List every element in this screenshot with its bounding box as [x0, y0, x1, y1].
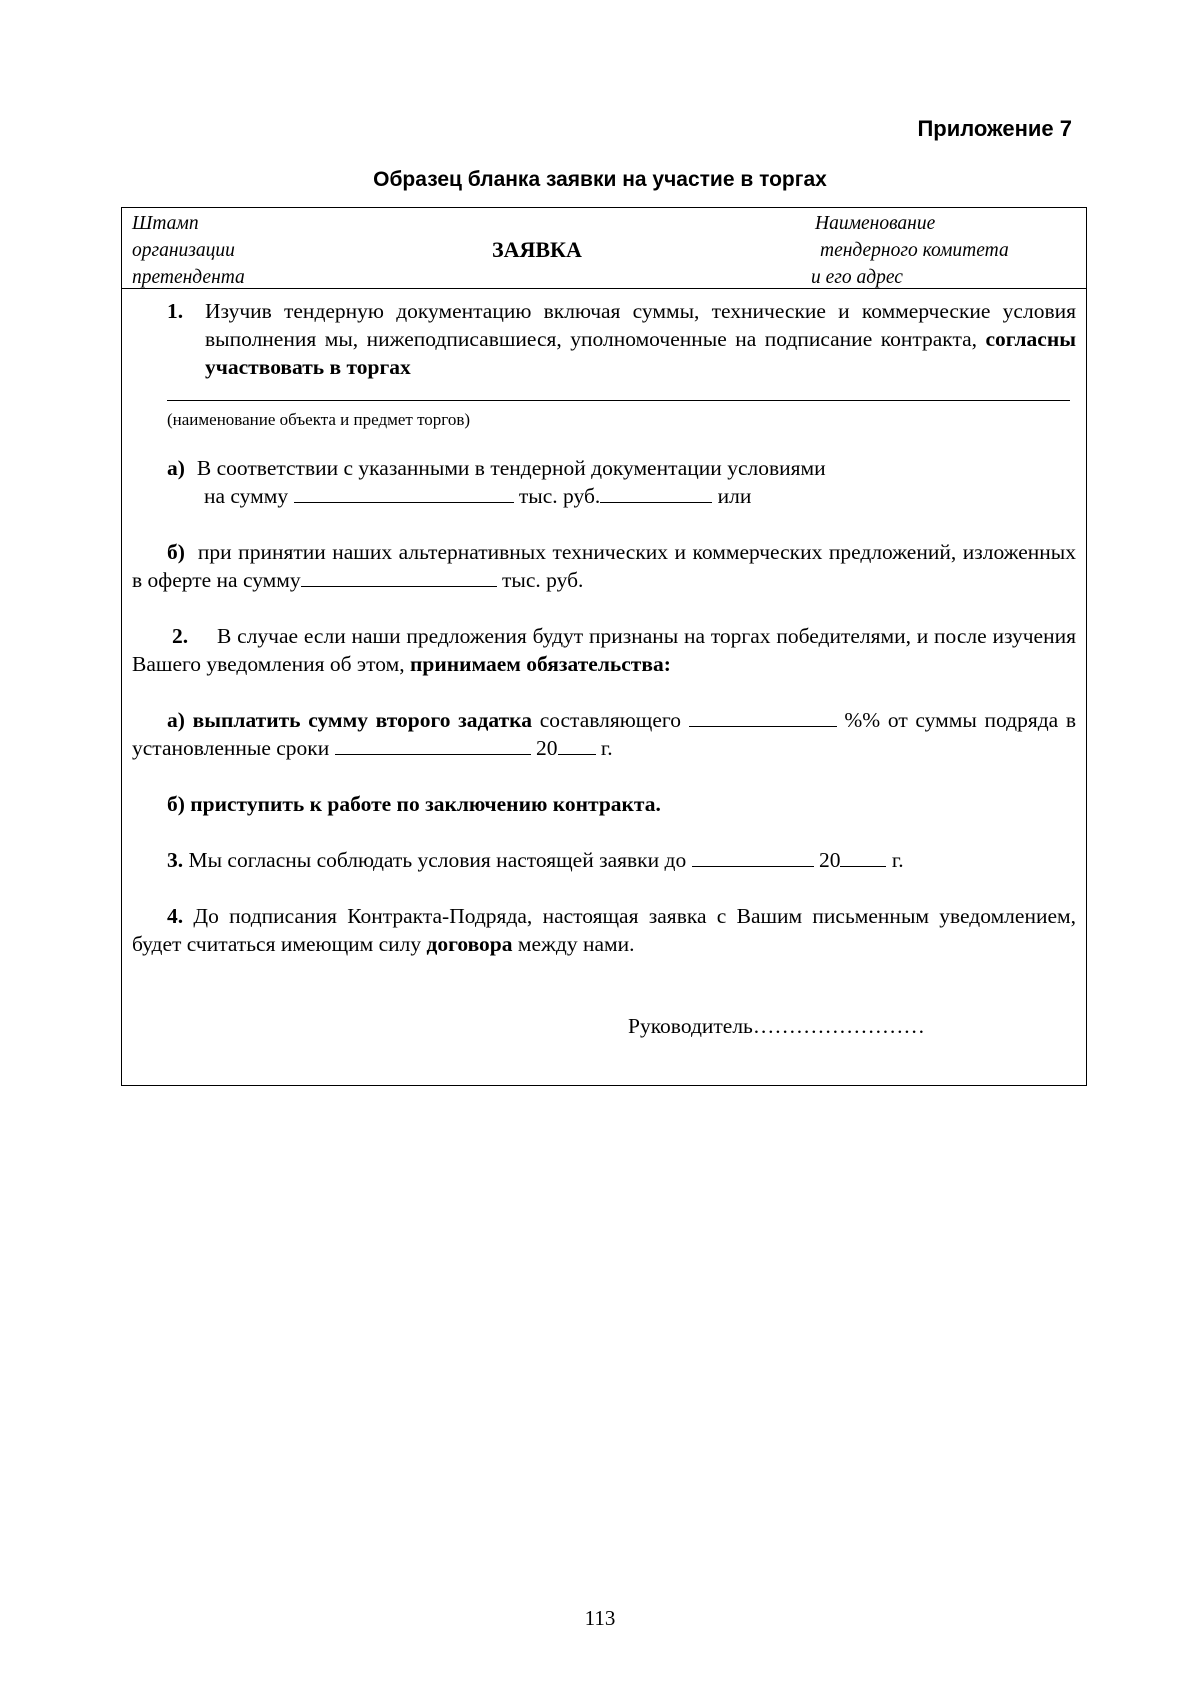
valid-until-field[interactable] — [692, 846, 814, 867]
stamp-line: организации — [132, 240, 235, 261]
clause-text: тыс. руб. — [502, 568, 584, 592]
deadline-field[interactable] — [335, 734, 531, 755]
appendix-label: Приложение 7 — [917, 116, 1072, 141]
committee-line: тендерного комитета — [820, 240, 1009, 261]
amount-fraction-field[interactable] — [600, 482, 712, 503]
clause-2a — [132, 706, 1076, 762]
clause-4 — [132, 902, 1076, 958]
year-field[interactable] — [558, 734, 596, 755]
deposit-percent-field[interactable] — [689, 706, 837, 727]
clause-text: или — [717, 484, 752, 508]
year-suffix: г. — [891, 848, 904, 872]
clause-1 — [132, 288, 1076, 381]
clause-number: 2. — [172, 624, 189, 648]
clause-label: а) — [167, 456, 185, 480]
committee-area — [811, 210, 1009, 291]
clause-1a — [132, 454, 1076, 510]
clause-text: при принятии наших альтернативных технических и коммерческих предложений, изложенных в оферте на сумму — [132, 540, 1077, 592]
application-form — [121, 207, 1087, 1086]
clause-number: 1. — [167, 299, 184, 323]
clause-text: В случае если наши предложения будут признаны на торгах победителями, и после изучения Вашего уведомления об этом, — [132, 624, 1076, 676]
clause-1b — [132, 538, 1076, 594]
form-header — [122, 208, 1086, 289]
clause-text: До подписания Контракта-Подряда, настоящая заявка с Вашим письменным уведомлением, будет считаться имеющим силу — [132, 904, 1076, 956]
stamp-line: претендента — [132, 267, 245, 288]
clause-2 — [132, 622, 1076, 678]
stamp-area — [132, 210, 245, 291]
field-caption: (наименование объекта и предмет торгов) — [167, 410, 471, 429]
clause-text: составляющего — [539, 708, 681, 732]
page-number: 113 — [584, 1606, 616, 1630]
committee-line: и его адрес — [811, 267, 903, 288]
year-field[interactable] — [840, 846, 886, 867]
form-title: ЗАЯВКА — [492, 237, 582, 262]
year-suffix: г. — [600, 736, 613, 760]
offer-amount-field[interactable] — [301, 566, 497, 587]
year-prefix: 20 — [818, 848, 841, 872]
clause-bold-text: согласны участвовать в торгах — [205, 327, 1076, 379]
year-prefix: 20 — [536, 736, 558, 760]
document-title: Образец бланка заявки на участие в торгах — [373, 168, 827, 191]
signature-line[interactable]: Руководитель…………………… — [628, 1014, 925, 1038]
clause-bold-text: принимаем обязательства: — [409, 652, 671, 676]
object-name-field[interactable] — [167, 400, 1070, 401]
stamp-line: Штамп — [132, 213, 199, 234]
committee-line: Наименование — [815, 213, 936, 234]
clause-text: В соответствии с указанными в тендерной документации условиями — [196, 456, 826, 480]
clause-text: %% от суммы подряда в установленные сроки — [132, 708, 1077, 760]
clause-3 — [132, 846, 1076, 874]
clause-bold-text: а) выплатить сумму второго задатка — [167, 708, 532, 732]
clause-number: 3. — [167, 848, 184, 872]
clause-2b: б) приступить к работе по заключению контракта. — [167, 792, 661, 816]
form-body — [132, 288, 1076, 1040]
clause-number: 4. — [167, 904, 184, 928]
amount-field[interactable] — [294, 482, 514, 503]
clause-text: Изучив тендерную документацию включая суммы, технические и коммерческие условия выполнения мы, нижеподписавшиеся, уполномоченные на подписание контракта, — [205, 299, 1076, 351]
clause-text: между нами. — [517, 932, 635, 956]
clause-bold-text: договора — [426, 932, 513, 956]
clause-label: б) — [167, 540, 185, 564]
clause-text: на сумму — [204, 484, 289, 508]
clause-text: тыс. руб. — [518, 484, 601, 508]
clause-text: Мы согласны соблюдать условия настоящей заявки до — [188, 848, 687, 872]
